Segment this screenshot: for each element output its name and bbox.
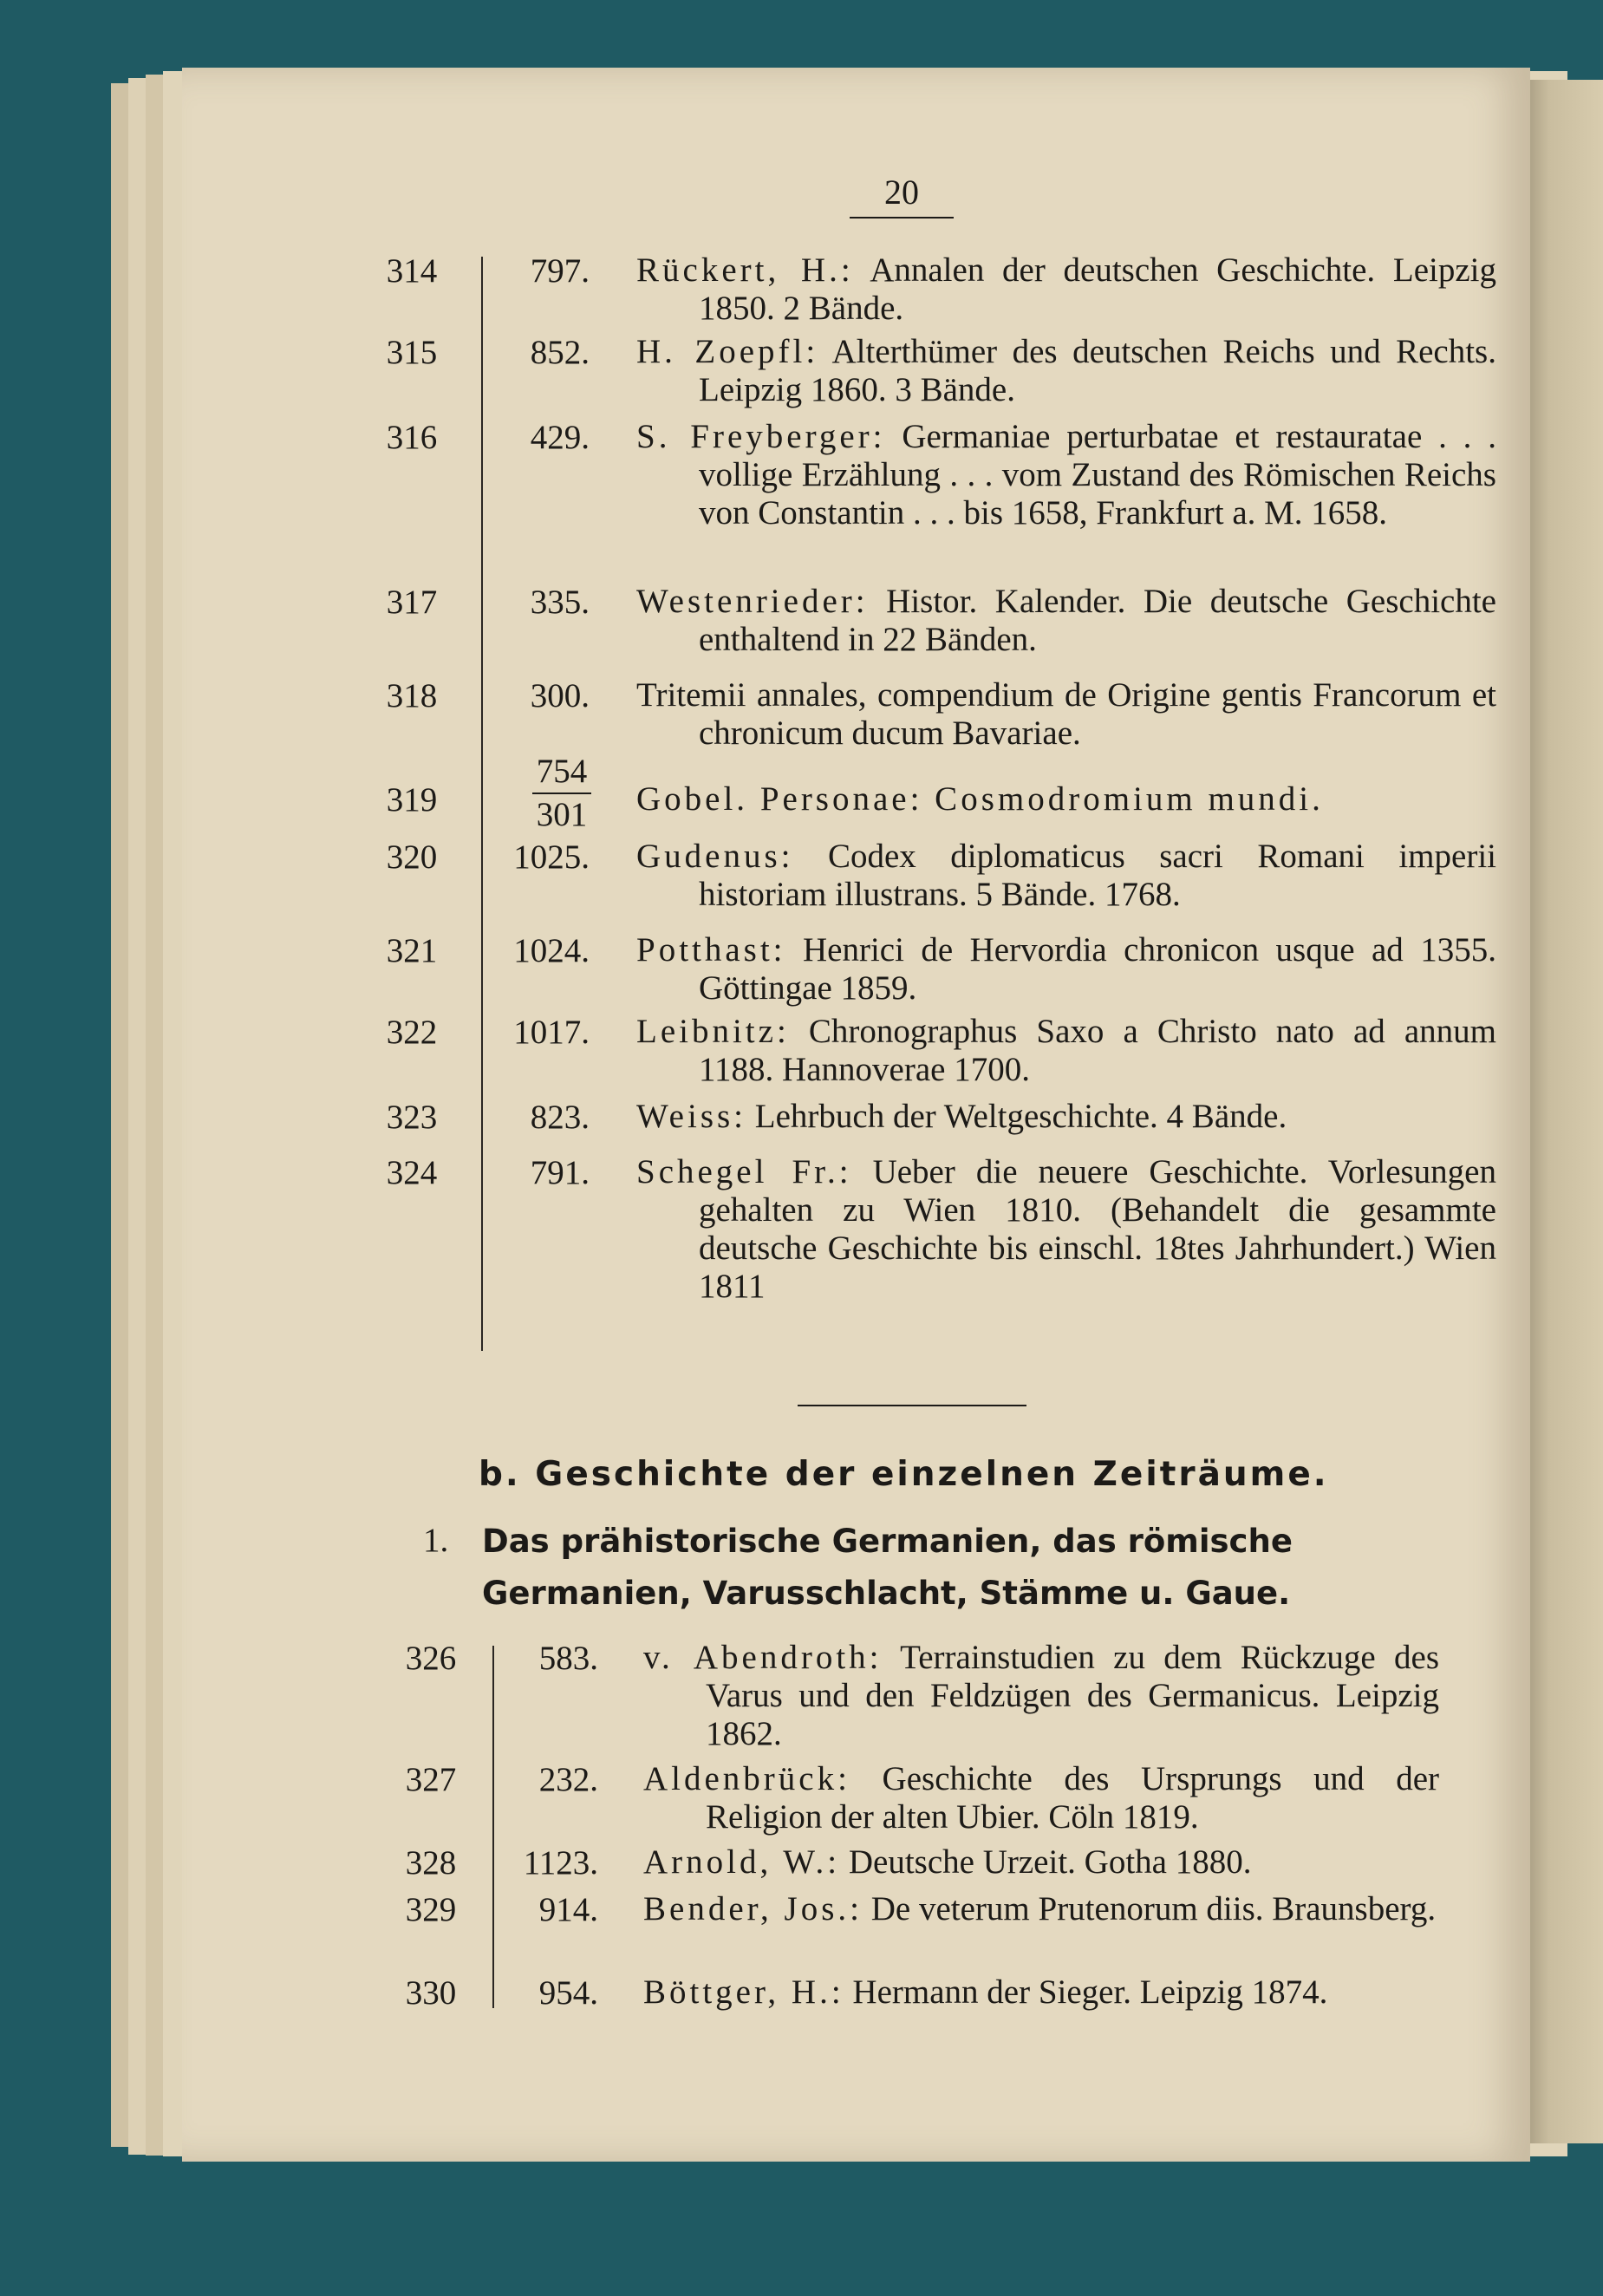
entry-author: Leibnitz: (636, 1013, 790, 1050)
entry-body: Deutsche Urzeit. Gotha 1880. (840, 1843, 1252, 1881)
fraction-number (529, 754, 595, 832)
catalog-number: 1017. (513, 1014, 590, 1051)
fraction-bar (532, 793, 591, 794)
catalog-number: 1024. (513, 932, 590, 969)
entry-text (636, 333, 1496, 409)
left-number: 322 (386, 1014, 438, 1051)
entry-author: Schegel Fr.: (636, 1153, 852, 1190)
entry-author: Rückert, H.: (636, 251, 854, 289)
left-number: 319 (386, 781, 438, 819)
entry-author: Bender, Jos.: (643, 1890, 863, 1927)
entry-author: Potthast: (636, 931, 786, 969)
left-number: 324 (386, 1154, 438, 1191)
entry-text (636, 931, 1496, 1008)
left-number: 315 (386, 334, 438, 371)
entry-text (636, 1153, 1496, 1306)
left-number: 314 (386, 252, 438, 290)
entry-author: v. Abendroth: (643, 1639, 883, 1676)
entry-text (643, 1843, 1439, 1882)
facing-page (1526, 80, 1603, 2143)
entry-text (643, 1973, 1439, 2012)
subsection-heading: Das prähistorische Germanien, das römische Germanien, Varusschlacht, Stämme u. Gaue. (482, 1523, 1293, 1612)
entry-text (636, 1013, 1496, 1089)
left-number: 330 (405, 1974, 457, 2012)
left-number: 318 (386, 677, 438, 714)
catalog-number: 791. (530, 1154, 590, 1191)
entry-text (636, 780, 1496, 819)
entry-author: Böttger, H.: (643, 1973, 844, 2011)
entry-author: Westenrieder: (636, 583, 869, 620)
left-number: 316 (386, 419, 438, 456)
entry-body: Codex diplomaticus sacri Romani imperii historiam illustrans. 5 Bände. 1768. (699, 838, 1496, 913)
entry-body: Geschichte des Ursprungs und der Religion der alten Ubier. Cöln 1819. (706, 1760, 1439, 1836)
section-heading-b: b. Geschichte der einzelnen Zeiträume. (479, 1455, 1329, 1494)
entry-author: Arnold, W.: (643, 1843, 841, 1881)
catalog-number: 583. (538, 1640, 598, 1677)
entry-author: H. Zoepfl: (636, 333, 819, 370)
fraction-denominator: 301 (536, 796, 588, 833)
entry-body: Annalen der deutschen Geschichte. Leipzig 1850. 2 Bände. (699, 251, 1496, 327)
catalog-number: 300. (530, 677, 590, 714)
entry-body: Germaniae perturbatae et restauratae . . . vollige Erzählung . . . vom Zustand des Römischen Reichs von Constantin . . . bis 1658, Frankfurt a. M. 1658. (699, 418, 1496, 532)
entry-body: Hermann der Sieger. Leipzig 1874. (844, 1973, 1328, 2011)
entry-body: De veterum Prutenorum diis. Braunsberg. (863, 1890, 1437, 1927)
column-rule-bottom (492, 1646, 494, 2008)
left-number: 320 (386, 838, 438, 876)
catalog-number: 954. (538, 1974, 598, 2012)
catalog-number: 914. (538, 1891, 598, 1928)
page-number-rule (850, 217, 954, 219)
entry-author: Aldenbrück: (643, 1760, 850, 1797)
entry-text (643, 1639, 1440, 1753)
entry-author: S. Freyberger: (636, 418, 886, 455)
subsection-number: 1. (423, 1522, 449, 1559)
left-number: 329 (405, 1891, 457, 1928)
catalog-number: 335. (530, 584, 590, 621)
entry-author: Gudenus: (636, 838, 794, 875)
left-number: 323 (386, 1099, 438, 1136)
catalog-number: 232. (538, 1761, 598, 1798)
catalog-number: 1123. (523, 1844, 598, 1882)
entry-text (636, 838, 1496, 914)
entry-author: Weiss: (636, 1098, 747, 1135)
entry-body: Chronographus Saxo a Christo nato ad annum 1188. Hannoverae 1700. (699, 1013, 1496, 1088)
fraction-numerator: 754 (536, 753, 588, 790)
entry-text (636, 418, 1496, 532)
entry-author: Gobel. (636, 780, 749, 818)
page-number: 20 (884, 173, 919, 212)
entry-body: Henrici de Hervordia chronicon usque ad 1355. Göttingae 1859. (699, 931, 1496, 1007)
left-number: 326 (405, 1640, 457, 1677)
section-separator (798, 1405, 1026, 1406)
entry-body: Personae: Cosmodromium mundi. (748, 780, 1324, 818)
left-number: 328 (405, 1844, 457, 1882)
entry-body: Terrainstudien zu dem Rückzuge des Varus und den Feldzügen des Germanicus. Leipzig 1862. (706, 1639, 1440, 1752)
catalog-number: 823. (530, 1099, 590, 1136)
entry-text (636, 251, 1496, 328)
entry-body: Histor. Kalender. Die deutsche Geschichte enthaltend in 22 Bänden. (699, 583, 1496, 658)
left-number: 317 (386, 584, 438, 621)
entry-body: Lehrbuch der Weltgeschichte. 4 Bände. (746, 1098, 1287, 1135)
catalog-number: 852. (530, 334, 590, 371)
entry-text (643, 1890, 1439, 1928)
entry-text (643, 1760, 1439, 1836)
entry-body: Tritemii annales, compendium de Origine gentis Francorum et chronicum ducum Bavariae. (636, 676, 1496, 752)
left-number: 327 (405, 1761, 457, 1798)
catalog-number: 1025. (513, 838, 590, 876)
entry-text (636, 676, 1496, 753)
catalog-number: 797. (530, 252, 590, 290)
entry-body: Alterthümer des deutschen Reichs und Rechts. Leipzig 1860. 3 Bände. (699, 333, 1496, 408)
left-number: 321 (386, 932, 438, 969)
entry-body: Ueber die neuere Geschichte. Vorlesungen gehalten zu Wien 1810. (Behandelt die gesammte deutsche Geschichte bis einschl. 18tes Jahrhundert.) Wien 1811 (699, 1153, 1496, 1305)
entry-text (636, 1098, 1496, 1136)
catalog-number: 429. (530, 419, 590, 456)
column-rule-top (481, 257, 483, 1351)
entry-text (636, 583, 1496, 659)
